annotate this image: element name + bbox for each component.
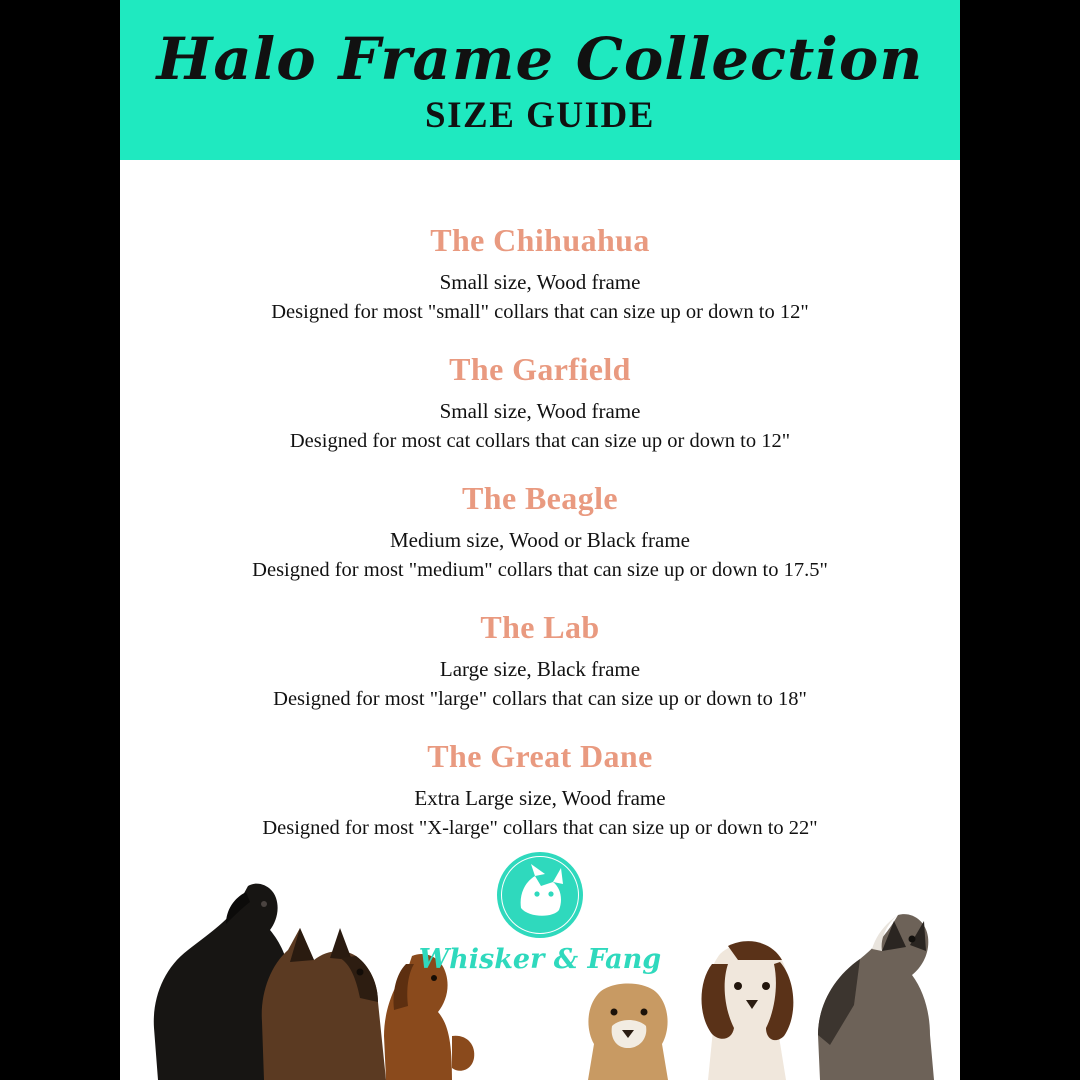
dog-cat-circle-icon [497,852,583,938]
entry-spec: Extra Large size, Wood frame [414,785,666,810]
entry-title: The Chihuahua [430,222,650,258]
entry-title: The Garfield [449,350,631,387]
size-guide-page [120,0,960,1080]
page-title: Halo Frame Collection [156,25,924,94]
size-entry [140,480,940,585]
entry-description: Designed for most "medium" collars that can size up or down to 17.5" [252,558,828,581]
entry-title: The Great Dane [427,737,653,774]
bulldog-photo [568,968,688,1080]
size-entries-list [120,160,960,843]
entry-spec: Medium size, Wood or Black frame [389,527,690,552]
size-entry [140,738,940,843]
entry-spec: Small size, Wood frame [439,398,641,423]
akita-photo [794,895,954,1080]
entry-description: Designed for most "small" collars that can size up or down to 12" [271,300,809,323]
brand-name: Whisker & Fang [418,944,662,975]
entry-description: Designed for most "large" collars that can size up or down to 18" [273,687,807,710]
entry-spec: Small size, Wood frame [439,270,641,294]
size-entry [140,351,940,456]
footer [120,850,960,1080]
header-band [120,0,960,160]
entry-title: The Beagle [462,479,618,516]
brand-logo [410,852,670,975]
size-entry [140,222,940,327]
page-subtitle: SIZE GUIDE [425,94,655,136]
entry-title: The Lab [480,608,600,645]
entry-description: Designed for most "X-large" collars that can size up or down to 22" [262,816,818,839]
entry-description: Designed for most cat collars that can size up or down to 12" [289,429,791,452]
entry-spec: Large size, Black frame [439,656,641,681]
size-entry [140,609,940,714]
